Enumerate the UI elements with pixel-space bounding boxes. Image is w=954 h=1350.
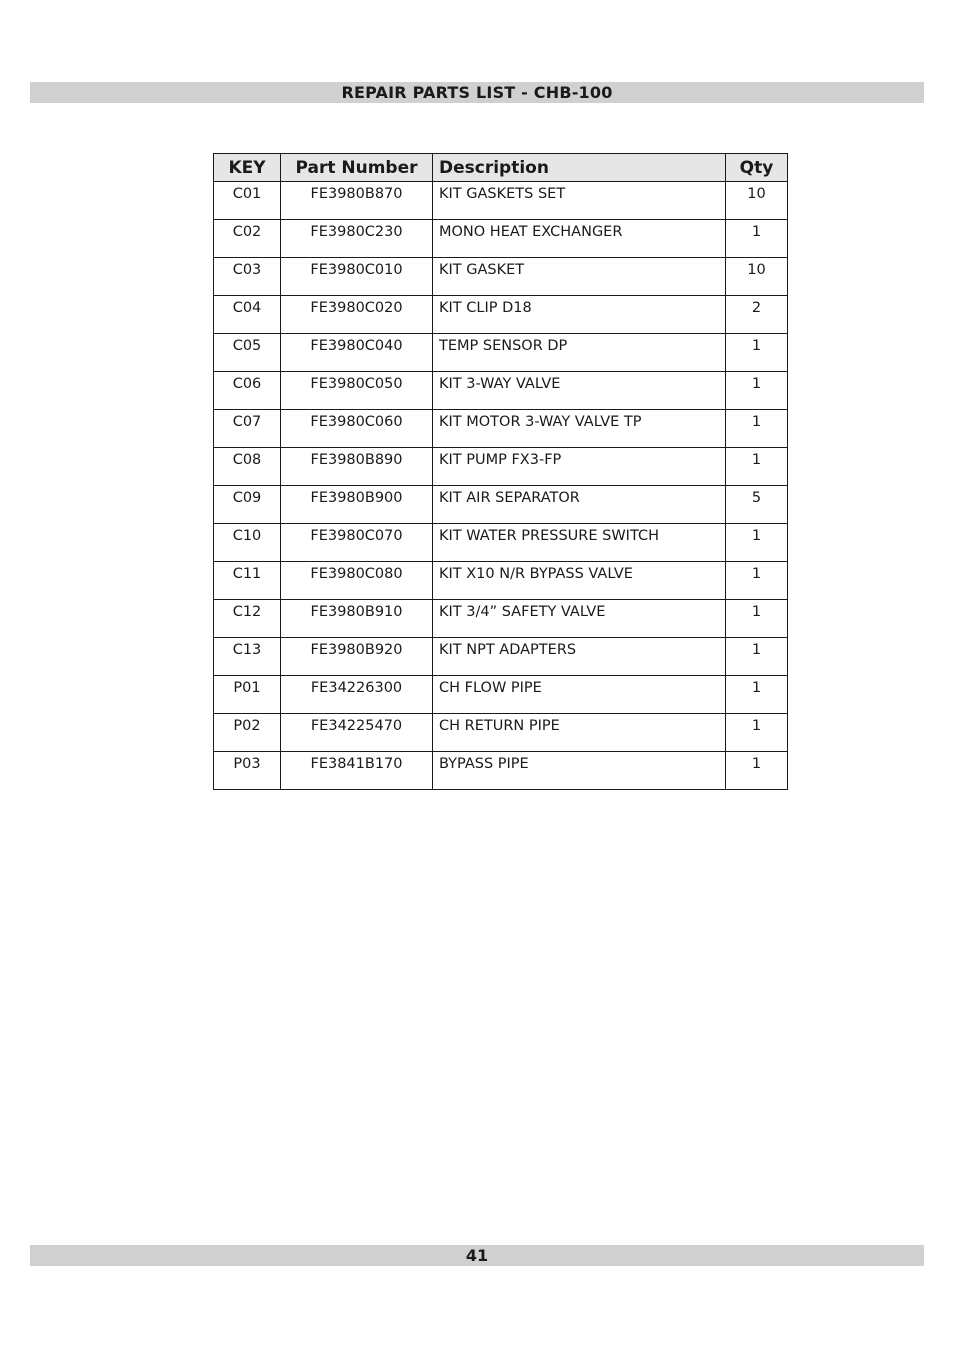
cell-qty: 10 [726,258,788,296]
column-header-description: Description [433,154,726,182]
cell-qty: 1 [726,600,788,638]
repair-parts-table [213,153,788,790]
cell-part-number: FE3980C070 [281,524,433,562]
page-number: 41 [30,1245,924,1266]
cell-part-number: FE3980C020 [281,296,433,334]
table-row [214,562,788,600]
page-title: REPAIR PARTS LIST - CHB-100 [30,82,924,103]
table-row [214,296,788,334]
cell-part-number: FE3980C080 [281,562,433,600]
cell-part-number: FE3980C010 [281,258,433,296]
cell-description: KIT WATER PRESSURE SWITCH [433,524,726,562]
table-row [214,334,788,372]
cell-key: C01 [214,182,281,220]
cell-qty: 1 [726,220,788,258]
cell-key: C12 [214,600,281,638]
cell-description: CH RETURN PIPE [433,714,726,752]
cell-description: KIT NPT ADAPTERS [433,638,726,676]
cell-part-number: FE34226300 [281,676,433,714]
cell-part-number: FE3980B890 [281,448,433,486]
cell-qty: 1 [726,410,788,448]
cell-description: KIT GASKETS SET [433,182,726,220]
cell-key: C09 [214,486,281,524]
cell-qty: 1 [726,638,788,676]
table-row [214,676,788,714]
cell-part-number: FE3980B870 [281,182,433,220]
cell-key: C07 [214,410,281,448]
cell-qty: 2 [726,296,788,334]
cell-part-number: FE3980C040 [281,334,433,372]
table-row [214,714,788,752]
cell-key: C02 [214,220,281,258]
column-header-part-number: Part Number [281,154,433,182]
cell-description: KIT 3-WAY VALVE [433,372,726,410]
cell-description: KIT AIR SEPARATOR [433,486,726,524]
table-row [214,448,788,486]
cell-part-number: FE3841B170 [281,752,433,790]
table-row [214,600,788,638]
cell-description: MONO HEAT EXCHANGER [433,220,726,258]
cell-qty: 5 [726,486,788,524]
column-header-key: KEY [214,154,281,182]
cell-key: P02 [214,714,281,752]
table-row [214,638,788,676]
table-row [214,752,788,790]
cell-part-number: FE3980B920 [281,638,433,676]
table-row [214,182,788,220]
cell-description: KIT CLIP D18 [433,296,726,334]
cell-qty: 1 [726,562,788,600]
cell-qty: 1 [726,372,788,410]
table-row [214,410,788,448]
table-row [214,220,788,258]
cell-description: KIT X10 N/R BYPASS VALVE [433,562,726,600]
cell-qty: 1 [726,524,788,562]
cell-qty: 1 [726,752,788,790]
cell-qty: 1 [726,334,788,372]
cell-part-number: FE3980B910 [281,600,433,638]
cell-part-number: FE3980C050 [281,372,433,410]
table-row [214,524,788,562]
cell-description: KIT GASKET [433,258,726,296]
cell-key: C04 [214,296,281,334]
cell-key: C03 [214,258,281,296]
cell-key: C10 [214,524,281,562]
cell-qty: 1 [726,714,788,752]
cell-description: KIT 3/4” SAFETY VALVE [433,600,726,638]
cell-key: C08 [214,448,281,486]
cell-part-number: FE3980B900 [281,486,433,524]
cell-qty: 1 [726,676,788,714]
cell-key: C05 [214,334,281,372]
table-body [214,182,788,790]
cell-description: TEMP SENSOR DP [433,334,726,372]
cell-part-number: FE3980C060 [281,410,433,448]
cell-part-number: FE34225470 [281,714,433,752]
cell-description: CH FLOW PIPE [433,676,726,714]
column-header-qty: Qty [726,154,788,182]
cell-description: KIT PUMP FX3-FP [433,448,726,486]
cell-key: P01 [214,676,281,714]
cell-description: KIT MOTOR 3-WAY VALVE TP [433,410,726,448]
cell-key: C13 [214,638,281,676]
cell-qty: 1 [726,448,788,486]
table-row [214,372,788,410]
cell-key: C06 [214,372,281,410]
cell-key: C11 [214,562,281,600]
cell-key: P03 [214,752,281,790]
cell-description: BYPASS PIPE [433,752,726,790]
cell-part-number: FE3980C230 [281,220,433,258]
table-header-row [214,154,788,182]
table-row [214,258,788,296]
cell-qty: 10 [726,182,788,220]
table-row [214,486,788,524]
